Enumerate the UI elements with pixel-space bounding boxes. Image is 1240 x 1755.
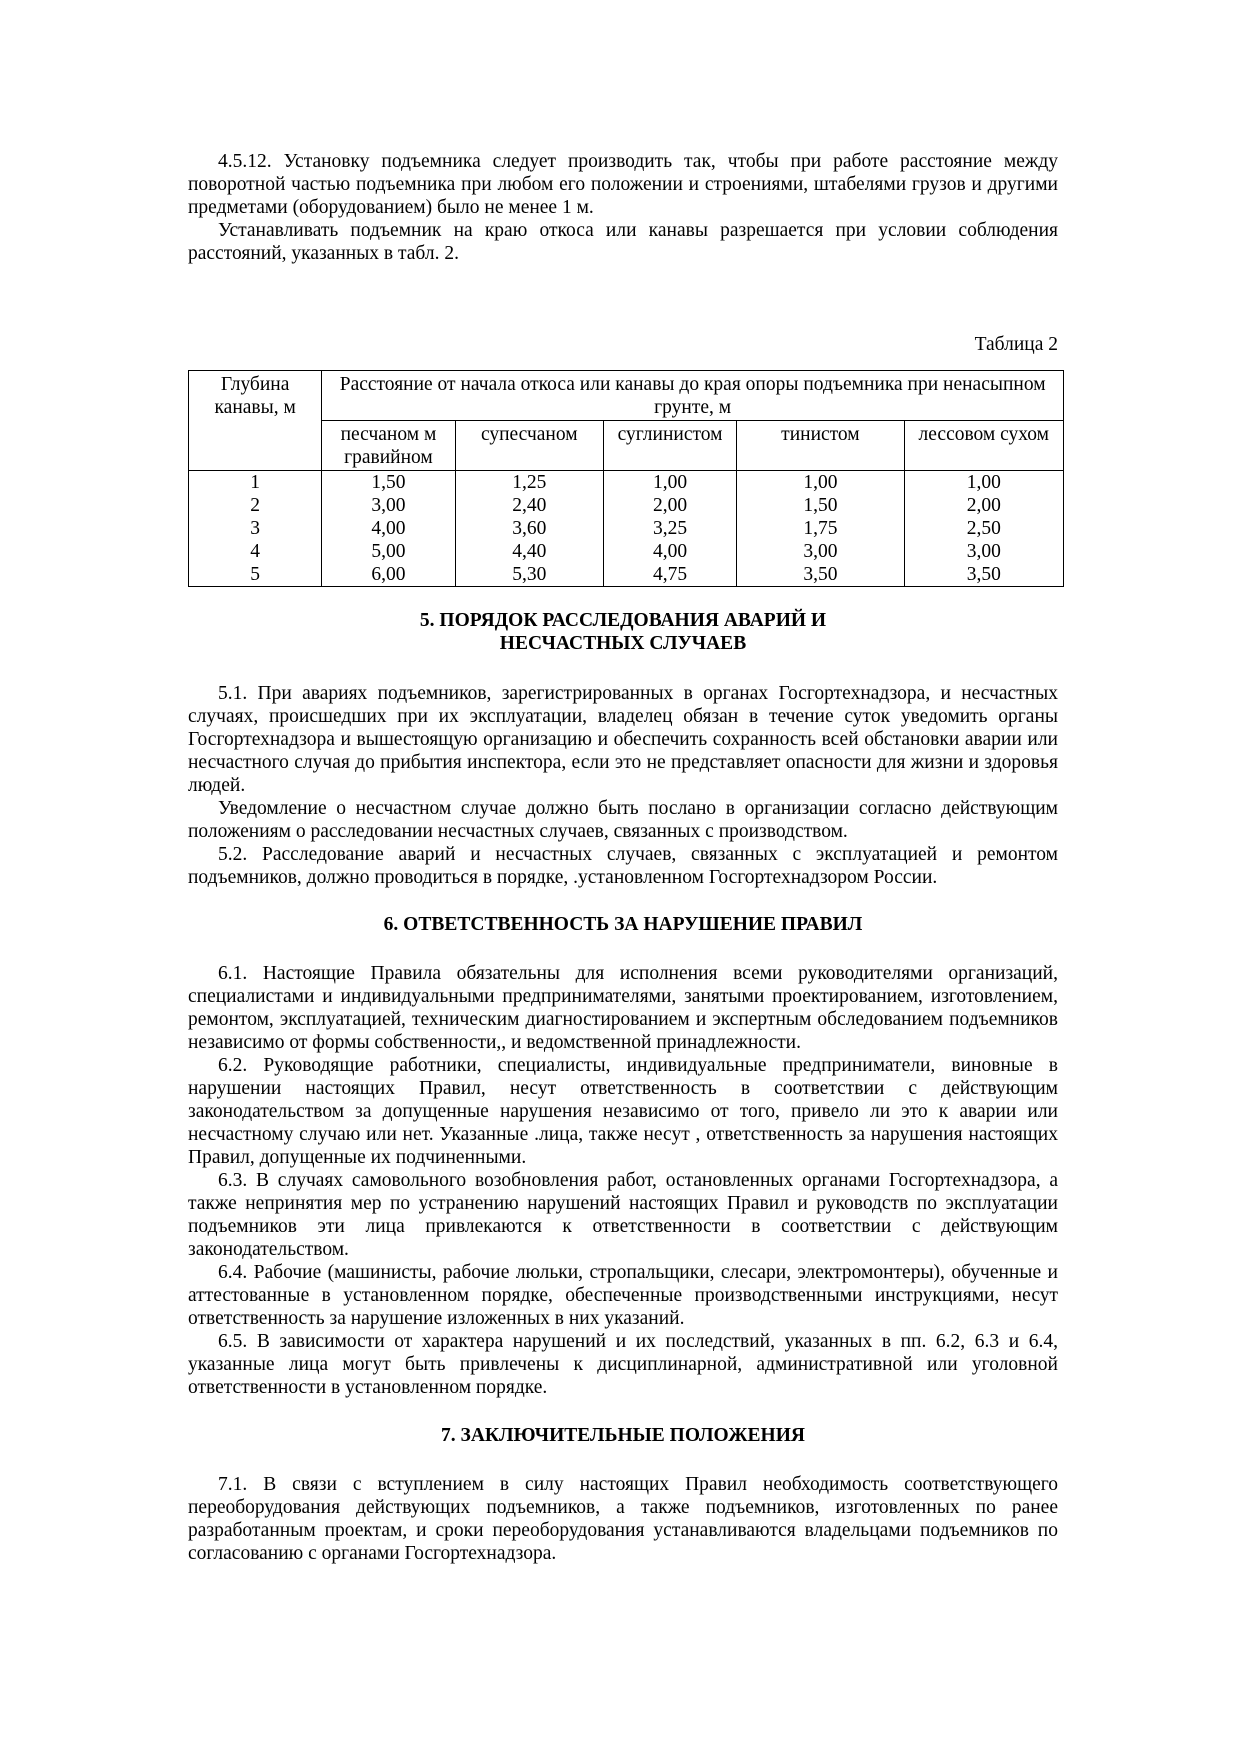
section-5-title bbox=[188, 609, 1058, 655]
table-cell: 2,00 bbox=[603, 494, 736, 517]
table-cell: 1,00 bbox=[904, 471, 1063, 495]
table-row bbox=[189, 540, 1064, 563]
paragraph-4-5-12: 4.5.12. Установку подъемника следует производить так, чтобы при работе расстояние между поворотной частью подъемника при любом его положении и строениями, штабелями грузов и другими предметами (оборудованием) было не менее 1 м. bbox=[188, 151, 1058, 218]
header-depth: Глубина канавы, м bbox=[189, 371, 322, 471]
section-5-title-line-1: 5. ПОРЯДОК РАССЛЕДОВАНИЯ АВАРИЙ И bbox=[419, 610, 827, 631]
paragraph-6-3: 6.3. В случаях самовольного возобновления работ, остановленных органами Госгортехнадзора, а также непринятия мер по устранению нарушений настоящих Правил и руководств по эксплуатации подъемников эти лица привлекаются к ответственности в соответствии с действующим законодательством. bbox=[188, 1170, 1058, 1260]
header-distance: Расстояние от начала откоса или канавы до края опоры подъемника при ненасыпном грунте, м bbox=[322, 371, 1064, 421]
table-cell: 3,00 bbox=[322, 494, 455, 517]
section-5-title-line-2: НЕСЧАСТНЫХ СЛУЧАЕВ bbox=[499, 633, 747, 654]
paragraph-6-4: 6.4. Рабочие (машинисты, рабочие люльки, стропальщики, слесари, электромонтеры), обученные и аттестованные в установленном порядке, обеспеченные производственными инструкциями, несут ответственность за нарушение изложенных в них указаний. bbox=[188, 1262, 1058, 1329]
table-cell: 3,60 bbox=[455, 517, 603, 540]
table-cell: 5,30 bbox=[455, 563, 603, 587]
section-6-title: 6. ОТВЕТСТВЕННОСТЬ ЗА НАРУШЕНИЕ ПРАВИЛ bbox=[383, 914, 863, 935]
table-cell: 6,00 bbox=[322, 563, 455, 587]
paragraph-5-1: 5.1. При авариях подъемников, зарегистрированных в органах Госгортехнадзора, и несчастных случаях, происшедших при их эксплуатации, владелец обязан в течение суток уведомить органы Госгортехнадзора и вышестоящую организацию и обеспечить сохранность всей обстановки аварии или несчастного случая до прибытия инспектора, если это не представляет опасности для жизни и здоровья людей. bbox=[188, 683, 1058, 796]
paragraph-6-5: 6.5. В зависимости от характера нарушений и их последствий, указанных в пп. 6.2, 6.3 и 6.4, указанные лица могут быть привлечены к дисциплинарной, административной или уголовной ответственности в установленном порядке. bbox=[188, 1331, 1058, 1398]
table-cell: 5,00 bbox=[322, 540, 455, 563]
table-cell: 3,25 bbox=[603, 517, 736, 540]
header-soil-loam: суглинистом bbox=[603, 421, 736, 471]
table-cell: 2,00 bbox=[904, 494, 1063, 517]
table-cell: 5 bbox=[189, 563, 322, 587]
table-cell: 4,75 bbox=[603, 563, 736, 587]
paragraph-7-1: 7.1. В связи с вступлением в силу настоящих Правил необходимость соответствующего переоборудования действующих подъемников, а также подъемников, изготовленных по ранее разработанным проектам, и сроки переоборудования устанавливаются владельцами подъемников по согласованию с органами Госгортехнадзора. bbox=[188, 1474, 1058, 1564]
table-cell: 3,50 bbox=[904, 563, 1063, 587]
table-cell: 2,40 bbox=[455, 494, 603, 517]
table-cell: 1,50 bbox=[322, 471, 455, 495]
table-cell: 1 bbox=[189, 471, 322, 495]
paragraph-5-2: 5.2. Расследование аварий и несчастных случаев, связанных с эксплуатацией и ремонтом подъемников, должно проводиться в порядке, .установленном Госгортехнадзором России. bbox=[188, 844, 1058, 888]
table-row bbox=[189, 494, 1064, 517]
table-cell: 4 bbox=[189, 540, 322, 563]
table-header-row bbox=[189, 371, 1064, 421]
table-cell: 2 bbox=[189, 494, 322, 517]
header-soil-sandy-loam: супесчаном bbox=[455, 421, 603, 471]
section-7-title: 7. ЗАКЛЮЧИТЕЛЬНЫЕ ПОЛОЖЕНИЯ bbox=[441, 1425, 805, 1446]
table-cell: 2,50 bbox=[904, 517, 1063, 540]
table-cell: 1,50 bbox=[737, 494, 904, 517]
table-caption: Таблица 2 bbox=[974, 334, 1058, 355]
table-row bbox=[189, 563, 1064, 587]
table-cell: 3,50 bbox=[737, 563, 904, 587]
header-soil-sand: песчаном м гравийном bbox=[322, 421, 455, 471]
header-soil-loess: лессовом сухом bbox=[904, 421, 1063, 471]
header-soil-silt: тинистом bbox=[737, 421, 904, 471]
table-cell: 3,00 bbox=[737, 540, 904, 563]
table-cell: 1,00 bbox=[603, 471, 736, 495]
table-cell: 1,25 bbox=[455, 471, 603, 495]
table-cell: 4,00 bbox=[603, 540, 736, 563]
table-cell: 3 bbox=[189, 517, 322, 540]
paragraph-5-1-notice: Уведомление о несчастном случае должно быть послано в организации согласно действующим положениям о расследовании несчастных случаев, связанных с производством. bbox=[188, 798, 1058, 842]
table-row bbox=[189, 517, 1064, 540]
table-cell: 3,00 bbox=[904, 540, 1063, 563]
paragraph-6-1: 6.1. Настоящие Правила обязательны для исполнения всеми руководителями организаций, специалистами и индивидуальными предпринимателями, занятыми проектированием, изготовлением, ремонтом, эксплуатацией, техническим диагностированием и экспертным обследованием подъемников независимо от формы собственности,, и ведомственной принадлежности. bbox=[188, 963, 1058, 1053]
paragraph-4-5-12-cont: Устанавливать подъемник на краю откоса или канавы разрешается при условии соблюдения расстояний, указанных в табл. 2. bbox=[188, 220, 1058, 264]
table-cell: 1,75 bbox=[737, 517, 904, 540]
table-cell: 4,40 bbox=[455, 540, 603, 563]
table-row bbox=[189, 471, 1064, 495]
table-2 bbox=[188, 370, 1064, 587]
document-content bbox=[188, 150, 1058, 1565]
table-cell: 4,00 bbox=[322, 517, 455, 540]
paragraph-6-2: 6.2. Руководящие работники, специалисты, индивидуальные предприниматели, виновные в нарушении настоящих Правил, несут ответственность в соответствии с действующим законодательством за допущенные нарушения независимо от того, привело ли это к аварии или несчастному случаю или нет. Указанные .лица, также несут , ответственность за нарушения настоящих Правил, допущенные их подчиненными. bbox=[188, 1055, 1058, 1168]
table-cell: 1,00 bbox=[737, 471, 904, 495]
